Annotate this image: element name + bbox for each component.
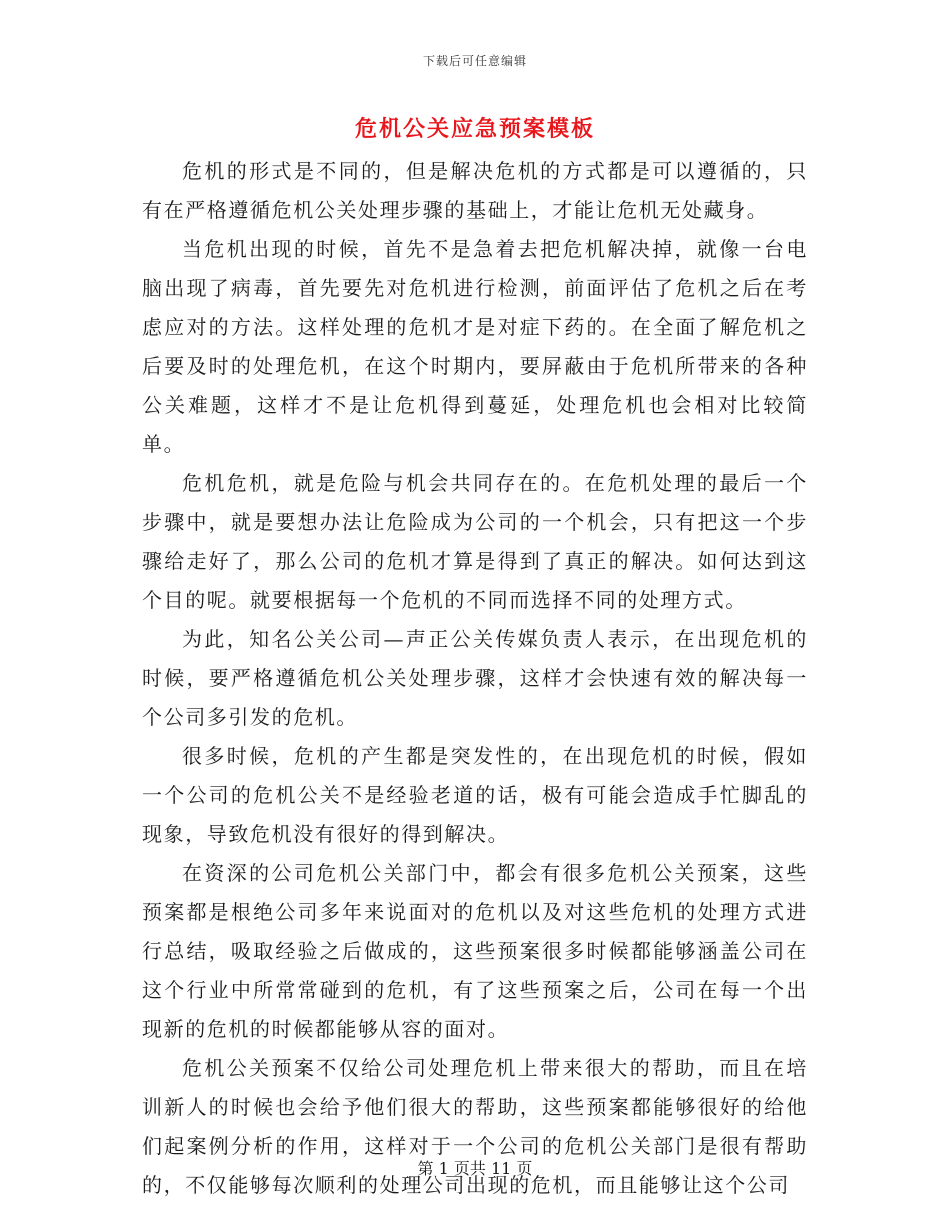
page-number: 第 1 页共 11 页 [417, 1159, 533, 1178]
paragraph: 当危机出现的时候，首先不是急着去把危机解决掉，就像一台电脑出现了病毒，首先要先对危机进行检测，前面评估了危机之后在考虑应对的方法。这样处理的危机才是对症下药的。在全面了解危机之后要及时的处理危机，在这个时期内，要屏蔽由于危机所带来的各种公关难题，这样才不是让危机得到蔓延，处理危机也会相对比较简单。 [142, 237, 808, 456]
paragraph: 危机的形式是不同的，但是解决危机的方式都是可以遵循的，只有在严格遵循危机公关处理步骤的基础上，才能让危机无处藏身。 [142, 159, 808, 222]
paragraph: 危机公关预案不仅给公司处理危机上带来很大的帮助，而且在培训新人的时候也会给予他们很大的帮助，这些预案都能够很好的给他们起案例分析的作用，这样对于一个公司的危机公关部门是很有帮助的，不仅能够每次顺利的处理公司出现的危机，而且能够让这个公司 [142, 1056, 808, 1197]
paragraph: 在资深的公司危机公关部门中，都会有很多危机公关预案，这些预案都是根绝公司多年来说面对的危机以及对这些危机的处理方式进行总结，吸取经验之后做成的，这些预案很多时候都能够涵盖公司在这个行业中所常常碰到的危机，有了这些预案之后，公司在每一个出现新的危机的时候都能够从容的面对。 [142, 861, 808, 1041]
paragraph: 危机危机，就是危险与机会共同存在的。在危机处理的最后一个步骤中，就是要想办法让危险成为公司的一个机会，只有把这一个步骤给走好了，那么公司的危机才算是得到了真正的解决。如何达到这个目的呢。就要根据每一个危机的不同而选择不同的处理方式。 [142, 471, 808, 612]
paragraph: 很多时候，危机的产生都是突发性的，在出现危机的时候，假如一个公司的危机公关不是经验老道的话，极有可能会造成手忙脚乱的现象，导致危机没有很好的得到解决。 [142, 744, 808, 846]
paragraph: 为此，知名公关公司—声正公关传媒负责人表示，在出现危机的时候，要严格遵循危机公关处理步骤，这样才会快速有效的解决每一个公司多引发的危机。 [142, 627, 808, 729]
document-title: 危机公关应急预案模板 [354, 116, 595, 142]
document-body [142, 152, 808, 1205]
page-header-note: 下载后可任意编辑 [422, 54, 527, 68]
